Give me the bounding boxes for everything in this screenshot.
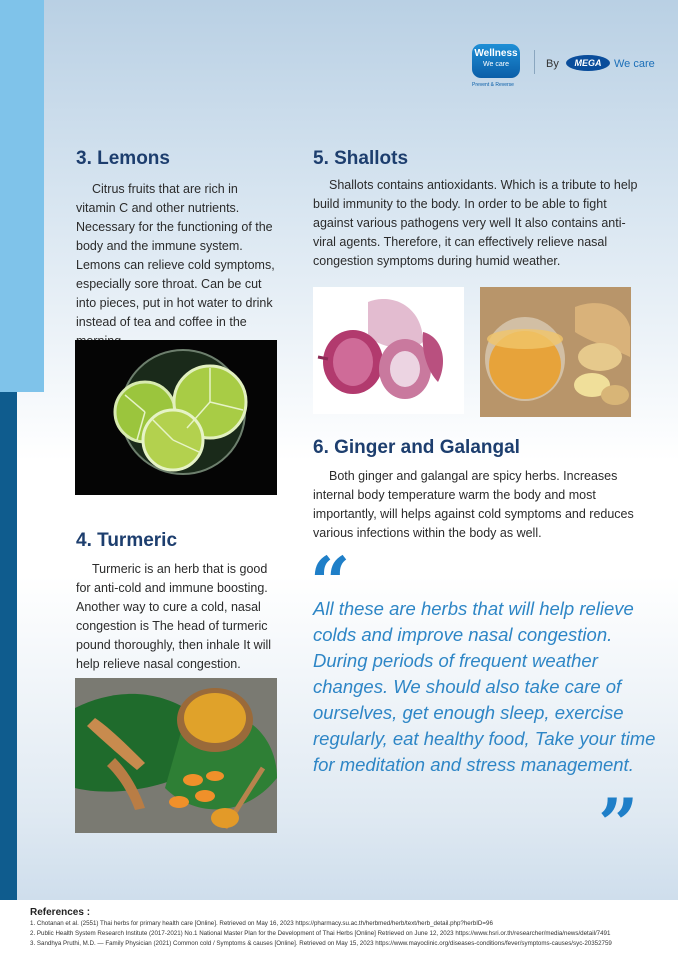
reference-item: 3. Sandhya Pruthi, M.D. — Family Physician (2021) Common cold / Symptoms & causes [Online]. Retrieved on May 15, 2023 https://www.mayoclinic.org/diseases-conditions/fever/symptoms-causes/syc-20352759 [30, 940, 612, 947]
open-quote-icon: “ [310, 541, 351, 624]
logo-by: By [546, 58, 559, 70]
logo-divider [534, 50, 535, 74]
ginger-heading: 6. Ginger and Galangal [313, 437, 520, 458]
shallots-paragraph: Shallots contains antioxidants. Which is a tribute to help build immunity to the body. In order to be able to fight against various pathogens very well It also contains anti-viral agents. Therefore, it can effectively relieve nasal congestion symptoms during humid weather. [313, 178, 638, 268]
shallots-heading: 5. Shallots [313, 148, 409, 169]
ginger-paragraph: Both ginger and galangal are spicy herbs. Increases internal body temperature warm the body and most importantly, will helps against cold symptoms and reduces various infections within the body as well. [313, 469, 634, 540]
lemons-image [75, 340, 277, 495]
lemons-heading: 3. Lemons [76, 148, 170, 169]
decorative-stripe-dark [0, 392, 17, 900]
ginger-honey-image [480, 287, 631, 417]
logo-tagline: Prevent & Reverse [472, 82, 514, 88]
wellness-mega-logo [472, 44, 662, 94]
lemons-paragraph: Citrus fruits that are rich in vitamin C and other nutrients. Necessary for the functioning of the body and the immune system. Lemons can relieve cold symptoms, especially sore throat. Can be cut into pieces, put in hot water to drink instead of tea and coffee in the [76, 182, 275, 329]
wellness-logo-badge [472, 44, 520, 78]
wellness-brand-name: Wellness [474, 48, 518, 59]
wellness-brand-sub: We care [483, 61, 509, 68]
shallots-image [313, 287, 464, 414]
close-quote-icon: ” [598, 783, 639, 866]
mega-logo: MEGA [566, 55, 610, 71]
references-section [0, 900, 678, 960]
turmeric-heading: 4. Turmeric [76, 530, 178, 551]
quote-text: All these are herbs that will help relieve colds and improve nasal congestion. During periods of frequent weather changes. We should also take care of ourselves, get enough sleep, exercise regularly, eat healthy food, Take your time for meditation and stress management. [313, 598, 656, 775]
reference-item: 1. Chotanan et al. (2551) Thai herbs for primary health care [Online]. Retrieved on May 16, 2023 https://pharmacy.su.ac.th/herbmed/herb/text/herb_detail.php?herbID=96 [30, 920, 493, 927]
turmeric-paragraph: Turmeric is an herb that is good for anti-cold and immune boosting. Another way to cure a cold, nasal congestion is The head of turmeric pound thoroughly, then inhale It will help relieve nasal congestion. [76, 562, 272, 671]
turmeric-image [75, 678, 277, 833]
decorative-stripe-light [0, 0, 44, 392]
reference-item: 2. Public Health System Research Institute (2017-2021) No.1 National Master Plan for the Development of Thai Herbs [Online] Retrieved on June 12, 2023 https://www.hsri.or.th/researcher/media/news/detail/7491 [30, 930, 611, 937]
references-list [30, 919, 670, 949]
references-title: References : [30, 907, 91, 918]
mega-tagline: We care [614, 58, 655, 70]
